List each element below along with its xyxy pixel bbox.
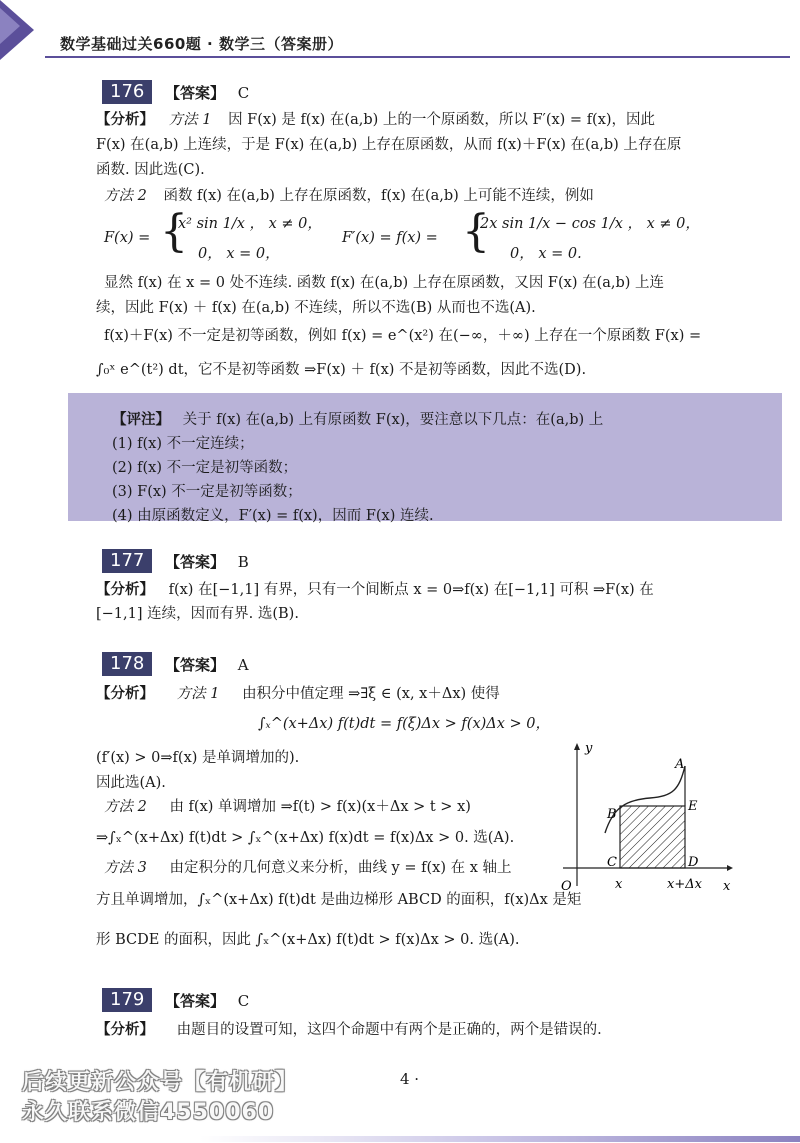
eq-F-lhs: F(x) =	[104, 230, 151, 246]
analysis-176-line-4: 显然 f(x) 在 x = 0 处不连续. 函数 f(x) 在(a,b) 上存在原函数，又因 F(x) 在(a,b) 上连	[104, 275, 665, 291]
header-title: 数学基础过关660题 · 数学三（答案册）	[60, 35, 343, 53]
watermark-line-1: 后续更新公众号【有机研】	[22, 1070, 299, 1095]
brace-icon: {	[462, 206, 490, 257]
brace-icon: {	[160, 206, 188, 257]
answer-value: C	[237, 84, 250, 102]
x-axis-arrow-icon	[727, 865, 733, 871]
method-label: 方法 2	[104, 188, 147, 204]
header-divider	[45, 56, 790, 58]
note-line-4: (3) F(x) 不一定是初等函数；	[112, 484, 302, 500]
analysis-label: 【分析】	[96, 686, 154, 702]
method-label: 方法 1	[168, 112, 212, 128]
analysis-label: 【分析】	[96, 112, 154, 128]
eq-f-lhs: F′(x) = f(x) =	[342, 230, 438, 246]
text: 由 f(x) 单调增加 ⇒f(t) > f(x)(x＋Δx > t > x)	[169, 799, 471, 815]
analysis-179-line-1	[96, 1020, 602, 1040]
watermark-line-2: 永久联系微信4550060	[22, 1100, 275, 1125]
text: 因 F(x) 是 f(x) 在(a,b) 上的一个原函数，所以 F′(x) = f(x)，因此	[228, 112, 656, 128]
eq-F-case2: 0， x = 0，	[198, 246, 280, 262]
eq-F-case1: x² sin 1/x ， x ≠ 0，	[178, 216, 322, 232]
question-number-177: 177	[102, 549, 152, 573]
analysis-176-line-5: 续，因此 F(x) ＋ f(x) 在(a,b) 不连续，所以不选(B) 从而也不选(A).	[96, 300, 536, 316]
note-label: 【评注】	[112, 412, 170, 428]
analysis-178-line-8: 形 BCDE 的面积，因此 ∫ₓ^(x+Δx) f(t)dt > f(x)Δx > 0. 选(A).	[96, 932, 520, 948]
analysis-178-line-2: (f′(x) > 0⇒f(x) 是单调增加的).	[96, 750, 300, 766]
footer-bar	[200, 1136, 800, 1142]
analysis-178-line-7: 方且单调增加，∫ₓ^(x+Δx) f(t)dt 是曲边梯形 ABCD 的面积，f(x)Δx 是矩	[96, 892, 582, 908]
analysis-label: 【分析】	[96, 582, 154, 598]
answer-value: A	[237, 656, 249, 674]
analysis-176-line-7: ∫₀ˣ e^(t²) dt，它不是初等函数 ⇒F(x) ＋ f(x) 不是初等函数，因此不选(D).	[96, 362, 587, 378]
origin-label: O	[561, 879, 572, 894]
note-line-1	[112, 408, 603, 429]
note-line-5: (4) 由原函数定义，F′(x) = f(x)，因而 F(x) 连续.	[112, 508, 434, 524]
analysis-178-line-3: 因此选(A).	[96, 775, 166, 791]
analysis-178-line-5: ⇒∫ₓ^(x+Δx) f(t)dt > ∫ₓ^(x+Δx) f(x)dt = f(x)Δx > 0. 选(A).	[96, 830, 515, 846]
method-label: 方法 3	[104, 860, 147, 876]
answer-label: 【答案】	[165, 553, 226, 571]
y-label: y	[585, 741, 593, 756]
answer-label: 【答案】	[165, 992, 226, 1010]
text: 函数 f(x) 在(a,b) 上存在原函数，f(x) 在(a,b) 上可能不连续，例如	[163, 188, 594, 204]
eq-f-case1: 2x sin 1/x − cos 1/x ， x ≠ 0，	[480, 216, 700, 232]
page-number: 4 ·	[400, 1070, 420, 1088]
answer-176	[165, 82, 249, 103]
note-line-2: (1) f(x) 不一定连续；	[112, 436, 254, 452]
analysis-177-line-1	[96, 580, 654, 600]
answer-value: C	[237, 992, 250, 1010]
tick-xdx-label: x+Δx	[667, 877, 702, 892]
point-b-label: B	[607, 807, 617, 822]
answer-label: 【答案】	[165, 656, 226, 674]
page-header	[0, 0, 800, 58]
integral-area-graph	[555, 738, 735, 898]
method-label: 方法 2	[104, 799, 147, 815]
text: 由积分中值定理 ⇒∃ξ ∈ (x, x＋Δx) 使得	[242, 686, 500, 702]
analysis-178-line-1	[96, 684, 500, 704]
analysis-177-line-2: [−1,1] 连续，因而有界. 选(B).	[96, 606, 299, 622]
text: 关于 f(x) 在(a,b) 上有原函数 F(x)，要注意以下几点：在(a,b) 上	[182, 412, 604, 428]
point-c-label: C	[607, 855, 617, 870]
question-number-178: 178	[102, 652, 152, 676]
answer-label: 【答案】	[165, 84, 226, 102]
answer-179	[165, 990, 249, 1011]
method2-176-line	[104, 186, 594, 206]
point-d-label: D	[688, 855, 699, 870]
analysis-176-line-6: f(x)＋F(x) 不一定是初等函数，例如 f(x) = e^(x²) 在(−∞，＋∞) 上存在一个原函数 F(x) =	[104, 328, 702, 344]
analysis-176-line-2: F(x) 在(a,b) 上连续，于是 F(x) 在(a,b) 上存在原函数，从而 f(x)＋F(x) 在(a,b) 上存在原	[96, 137, 682, 153]
analysis-178-line-6	[104, 858, 511, 878]
analysis-176-line-1	[96, 110, 655, 130]
analysis-176-line-3: 函数. 因此选(C).	[96, 162, 205, 178]
text: 由定积分的几何意义来分析，曲线 y = f(x) 在 x 轴上	[169, 860, 512, 876]
answer-value: B	[237, 553, 249, 571]
method-label: 方法 1	[176, 686, 220, 702]
header-triangle-inner-icon	[0, 8, 20, 44]
note-line-3: (2) f(x) 不一定是初等函数；	[112, 460, 298, 476]
rectangle-bcde	[620, 806, 685, 868]
tick-x-label: x	[615, 877, 623, 892]
answer-178	[165, 654, 249, 675]
point-a-label: A	[675, 757, 685, 772]
analysis-178-line-4	[104, 797, 471, 817]
question-number-176: 176	[102, 80, 152, 104]
x-label: x	[723, 879, 731, 894]
y-axis-arrow-icon	[574, 743, 580, 750]
text: f(x) 在[−1,1] 有界，只有一个间断点 x = 0⇒f(x) 在[−1,1] 可积 ⇒F(x) 在	[168, 582, 654, 598]
answer-177	[165, 551, 249, 572]
analysis-label: 【分析】	[96, 1022, 154, 1038]
question-number-179: 179	[102, 988, 152, 1012]
eq-f-case2: 0， x = 0.	[510, 246, 582, 262]
text: 由题目的设置可知，这四个命题中有两个是正确的，两个是错误的.	[176, 1022, 602, 1038]
point-e-label: E	[688, 799, 698, 814]
analysis-178-eq-1: ∫ₓ^(x+Δx) f(t)dt = f(ξ)Δx > f(x)Δx > 0，	[258, 716, 551, 732]
